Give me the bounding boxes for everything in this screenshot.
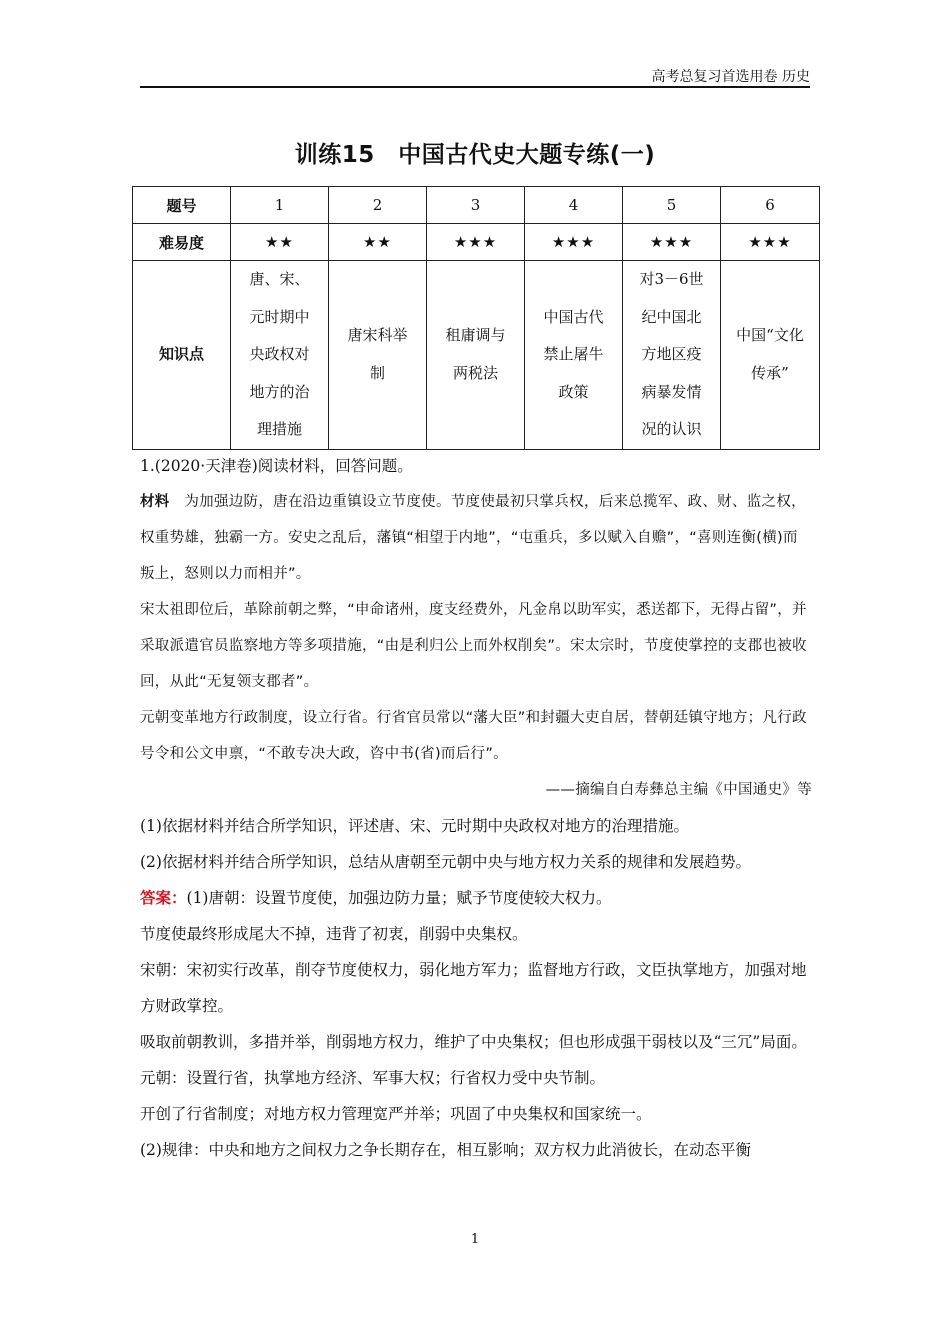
page-title: 训练15 中国古代史大题专练(一)	[294, 142, 656, 168]
difficulty-stars: ★★★	[525, 224, 623, 261]
header-divider	[140, 86, 810, 88]
knowledge-point-cell	[525, 261, 623, 450]
knowledge-point-text: 对3－6世纪中国北方地区疫病暴发情况的认识	[639, 270, 704, 438]
answer-paragraph	[140, 880, 812, 916]
answer-paragraph: 吸取前朝教训，多措并举，削弱地方权力，维护了中央集权；但也形成强干弱枝以及“三冗”局面。	[140, 1033, 807, 1051]
knowledge-point-text: 中国古代禁止屠牛政策	[543, 307, 604, 401]
question-number-cell: 1	[231, 187, 329, 224]
knowledge-point-cell	[427, 261, 525, 450]
knowledge-point-text: 唐宋科举制	[347, 326, 408, 382]
sub-question: (2)依据材料并结合所学知识，总结从唐朝至元朝中央与地方权力关系的规律和发展趋势。	[140, 853, 751, 871]
row-label-difficulty: 难易度	[133, 224, 231, 261]
difficulty-stars: ★★	[231, 224, 329, 261]
answer-paragraph: 宋朝：宋初实行改革，削夺节度使权力，弱化地方军力；监督地方行政，文臣执掌地方，加强对地方财政掌控。	[140, 961, 807, 1015]
material-label: 材料	[140, 494, 170, 510]
row-label-knowledge: 知识点	[133, 261, 231, 450]
page-number: 1	[470, 1232, 480, 1247]
question-number-cell: 3	[427, 187, 525, 224]
material-paragraph: 元朝变革地方行政制度，设立行省。行省官员常以“藩大臣”和封疆大吏自居，替朝廷镇守地方；凡行政号令和公文申禀，“不敢专决大政，咨中书(省)而后行”。	[140, 710, 807, 762]
difficulty-stars: ★★★	[623, 224, 721, 261]
table-row	[133, 224, 820, 261]
knowledge-point-cell	[329, 261, 427, 450]
knowledge-point-cell	[721, 261, 820, 450]
answer-paragraph: 节度使最终形成尾大不掉，违背了初衷，削弱中央集权。	[140, 925, 528, 943]
answer-paragraph: 元朝：设置行省，执掌地方经济、军事大权；行省权力受中央节制。	[140, 1069, 606, 1087]
answer-paragraph: (2)规律：中央和地方之间权力之争长期存在，相互影响；双方权力此消彼长，在动态平衡	[140, 1141, 751, 1159]
question-number-cell: 4	[525, 187, 623, 224]
question-number-cell: 5	[623, 187, 721, 224]
knowledge-point-text: 租庸调与两税法	[445, 326, 506, 382]
question-overview-table	[132, 186, 820, 450]
material-paragraph	[140, 484, 812, 592]
table-row	[133, 261, 820, 450]
question-number-cell: 6	[721, 187, 820, 224]
difficulty-stars: ★★★	[721, 224, 820, 261]
question-number-cell: 2	[329, 187, 427, 224]
question-body	[140, 448, 812, 1168]
difficulty-stars: ★★	[329, 224, 427, 261]
answer-paragraph: 开创了行省制度；对地方权力管理宽严并举；巩固了中央集权和国家统一。	[140, 1105, 652, 1123]
difficulty-stars: ★★★	[427, 224, 525, 261]
answer-label: 答案：	[140, 889, 187, 907]
knowledge-point-cell	[623, 261, 721, 450]
material-text: 为加强边防，唐在沿边重镇设立节度使。节度使最初只掌兵权，后来总揽军、政、财、监之权，权重势雄，独霸一方。安史之乱后，藩镇“相望于内地”，“屯重兵，多以赋入自赡”，“喜则连衡(横)而叛上，怒则以力而相并”。	[140, 494, 806, 582]
material-source: ——摘编自白寿彝总主编《中国通史》等	[545, 782, 812, 798]
knowledge-point-text: 中国“文化传承”	[736, 326, 804, 382]
material-paragraph: 宋太祖即位后，革除前朝之弊，“申命诸州，度支经费外，凡金帛以助军实，悉送都下，无得占留”，并采取派遣官员监察地方等多项措施，“由是利归公上而外权削矣”。宋太宗时，节度使掌控的支郡也被收回，从此“无复领支郡者”。	[140, 602, 807, 690]
answer-text: (1)唐朝：设置节度使，加强边防力量；赋予节度使较大权力。	[186, 889, 612, 907]
running-header: 高考总复习首选用卷 历史	[651, 69, 810, 85]
question-intro: 1.(2020·天津卷)阅读材料，回答问题。	[140, 457, 413, 475]
knowledge-point-cell	[231, 261, 329, 450]
knowledge-point-text: 唐、宋、元时期中央政权对地方的治理措施	[249, 270, 310, 438]
table-row	[133, 187, 820, 224]
row-label-number: 题号	[133, 187, 231, 224]
sub-question: (1)依据材料并结合所学知识，评述唐、宋、元时期中央政权对地方的治理措施。	[140, 817, 689, 835]
